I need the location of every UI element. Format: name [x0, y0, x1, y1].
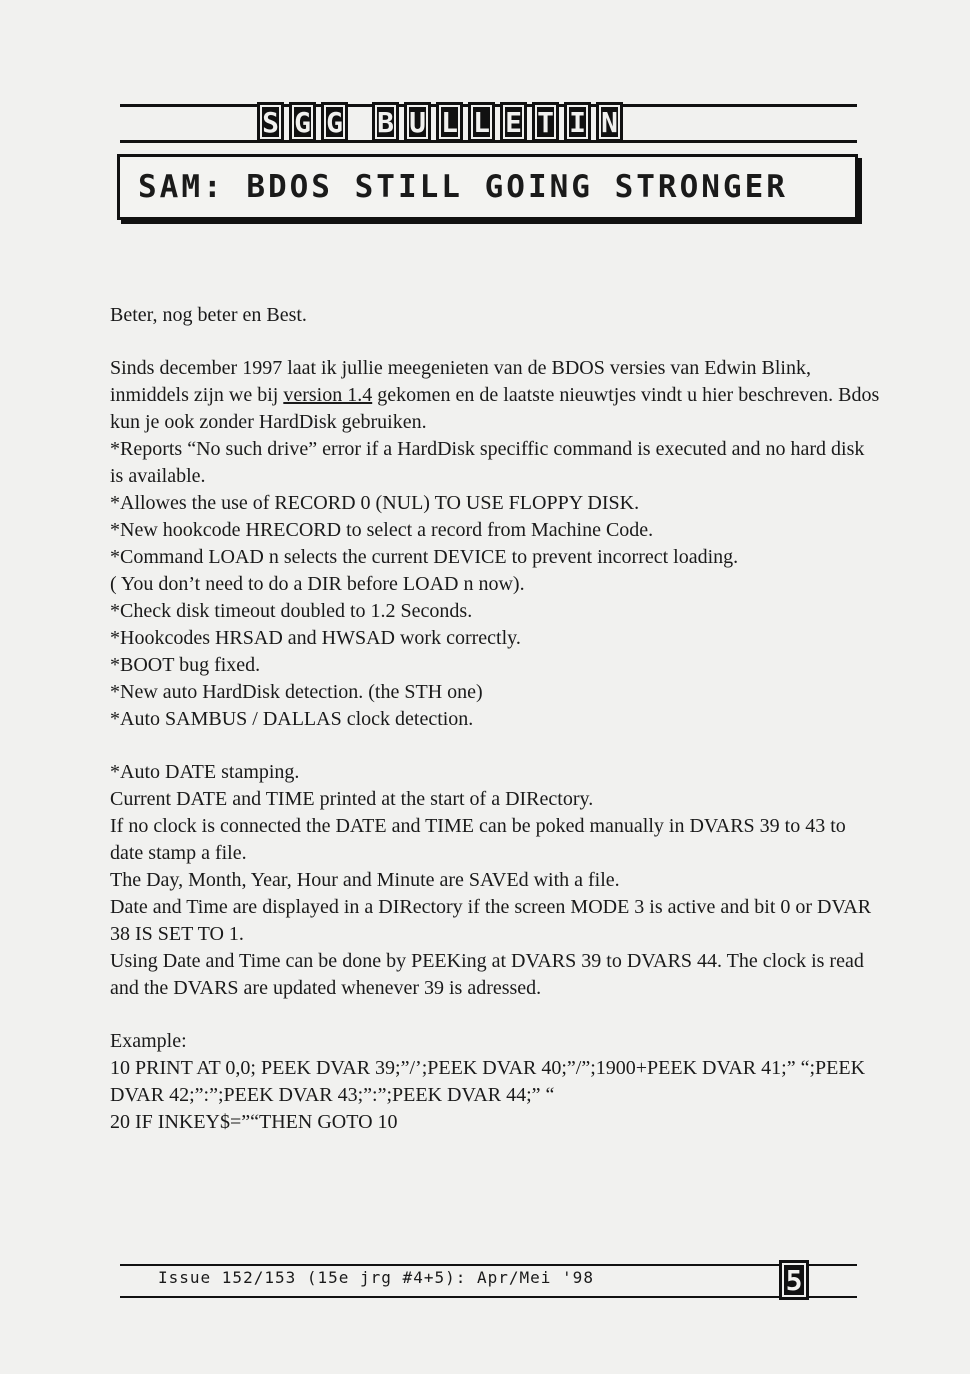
banner-letter: I — [564, 102, 591, 142]
list-item: *Check disk timeout doubled to 1.2 Seconds. — [110, 600, 473, 622]
list-item: *Command LOAD n selects the current DEVICE to prevent incorrect loading. — [110, 546, 739, 568]
page-number: 5 — [779, 1260, 809, 1300]
banner-letter: B — [372, 102, 399, 142]
article-title: SAM: BDOS STILL GOING STRONGER — [117, 154, 858, 220]
footer-rule-bottom — [120, 1296, 857, 1298]
list-item: *BOOT bug fixed. — [110, 654, 261, 676]
banner-letter: T — [532, 102, 559, 142]
list-item: ( You don’t need to do a DIR before LOAD n now). — [110, 573, 525, 595]
date-item: *Auto DATE stamping. — [110, 761, 300, 783]
intro-paragraph: Sinds december 1997 laat ik jullie meegenieten van de BDOS versies van Edwin Blink, inmiddels zijn we bij version 1.4 gekomen en de laatste nieuwtjes vindt u hier beschreven. Bdos kun je ook zonder HardDisk gebruiken. — [110, 357, 880, 433]
date-item: Current DATE and TIME printed at the start of a DIRectory. — [110, 788, 594, 810]
list-item: *Allowes the use of RECORD 0 (NUL) TO USE FLOPPY DISK. — [110, 492, 640, 514]
date-item: Using Date and Time can be done by PEEKing at DVARS 39 to DVARS 44. The clock is read and the DVARS are updated whenever 39 is adressed. — [110, 950, 864, 999]
article-body — [110, 302, 880, 1136]
banner-letter: N — [596, 102, 623, 142]
banner-letter: E — [500, 102, 527, 142]
date-item: Date and Time are displayed in a DIRectory if the screen MODE 3 is active and bit 0 or DVAR 38 IS SET TO 1. — [110, 896, 872, 945]
code-line: 20 IF INKEY$=”“THEN GOTO 10 — [110, 1111, 398, 1133]
list-item: *Hookcodes HRSAD and HWSAD work correctly. — [110, 627, 521, 649]
banner-letter: L — [468, 102, 495, 142]
banner-letter: S — [257, 102, 284, 142]
list-item: *Auto SAMBUS / DALLAS clock detection. — [110, 708, 474, 730]
date-item: If no clock is connected the DATE and TIME can be poked manually in DVARS 39 to 43 to date stamp a file. — [110, 815, 846, 864]
banner-letter: L — [436, 102, 463, 142]
issue-info: Issue 152/153 (15e jrg #4+5): Apr/Mei '98 — [158, 1268, 594, 1287]
banner-sgg-bulletin — [257, 102, 623, 142]
footer-rule-top — [120, 1264, 857, 1266]
list-item: *New hookcode HRECORD to select a record from Machine Code. — [110, 519, 654, 541]
list-item: *New auto HardDisk detection. (the STH one) — [110, 681, 483, 703]
code-line: 10 PRINT AT 0,0; PEEK DVAR 39;”/’;PEEK DVAR 40;”/”;1900+PEEK DVAR 41;” “;PEEK DVAR 42;”:”;PEEK DVAR 43;”:”;PEEK DVAR 44;” “ — [110, 1057, 866, 1106]
banner-letter: G — [321, 102, 348, 142]
banner-letter: U — [404, 102, 431, 142]
intro-line: Beter, nog beter en Best. — [110, 304, 307, 326]
example-label: Example: — [110, 1030, 187, 1052]
version-link: version 1.4 — [283, 384, 373, 406]
banner-letter: G — [289, 102, 316, 142]
date-item: The Day, Month, Year, Hour and Minute are SAVEd with a file. — [110, 869, 620, 891]
list-item: *Reports “No such drive” error if a HardDisk speciffic command is executed and no hard disk is available. — [110, 438, 865, 487]
